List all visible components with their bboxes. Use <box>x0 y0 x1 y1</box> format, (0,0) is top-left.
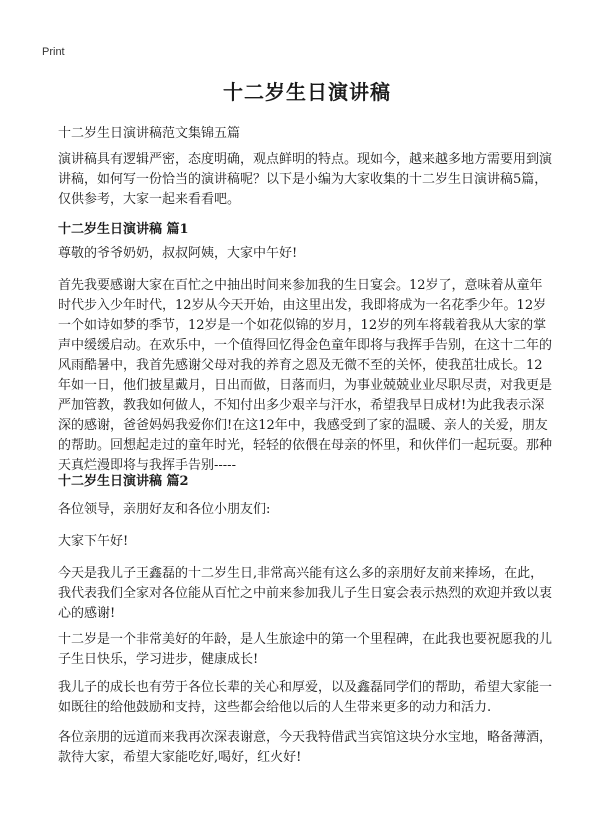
subtitle: 十二岁生日演讲稿范文集锦五篇 <box>58 126 241 141</box>
paragraph: 各位亲朋的远道而来我再次深表谢意，今天我特借武当宾馆这块分水宝地，略备薄酒，款待大家，希望大家能吃好,喝好，红火好! <box>58 730 553 765</box>
paragraph: 尊敬的爷爷奶奶，叔叔阿姨，大家中午好! <box>58 246 298 261</box>
print-link[interactable]: Print <box>42 46 65 58</box>
paragraph: 今天是我儿子王鑫磊的十二岁生日,非常高兴能有这么多的亲朋好友前来捧场，在此，我代表我们全家对各位能从百忙之中前来参加我儿子生日宴会表示热烈的欢迎并致以衷心的感谢! <box>58 566 553 621</box>
section-heading-2: 十二岁生日演讲稿 篇2 <box>58 474 189 489</box>
page-title: 十二岁生日演讲稿 <box>223 80 391 104</box>
paragraph: 各位领导，亲朋好友和各位小朋友们: <box>58 502 271 517</box>
paragraph: 首先我要感谢大家在百忙之中抽出时间来参加我的生日宴会。12岁了，意味着从童年时代步入少年时代，12岁从今天开始，由这里出发，我即将成为一名花季少年。12岁一个如诗如梦的季节，12岁是一个如花似锦的岁月，12岁的列车将载着我从大家的掌声中缓缓启动。在欢乐中，一个值得回忆得金色童年即将与我挥手告别，在这十二年的风雨酷暑中，我首先感谢父母对我的养育之恩及无微不至的关怀，使我茁壮成长。12年如一日，他们披星戴月，日出而做，日落而归，为事业兢兢业业尽职尽责，对我更是严加管教，教我如何做人，不知付出多少艰辛与汗水，希望我早日成材!为此我表示深深的感谢，爸爸妈妈我爱你们!在这12年中，我感受到了家的温暖、亲人的关爱，朋友的帮助。回想起走过的童年时光，轻轻的依偎在母亲的怀里，和伙伴们一起玩耍。那种天真烂漫即将与我挥手告别----- <box>58 278 553 473</box>
intro-paragraph: 演讲稿具有逻辑严密，态度明确，观点鲜明的特点。现如今，越来越多地方需要用到演讲稿，如何写一份恰当的演讲稿呢？以下是小编为大家收集的十二岁生日演讲稿5篇，仅供参考，大家一起来看看吧。 <box>58 152 553 207</box>
section-heading-1: 十二岁生日演讲稿 篇1 <box>58 222 189 237</box>
paragraph: 我儿子的成长也有劳于各位长辈的关心和厚爱，以及鑫磊同学们的帮助，希望大家能一如既往的给他鼓励和支持，这些都会给他以后的人生带来更多的动力和活力. <box>58 680 553 715</box>
paragraph: 十二岁是一个非常美好的年龄，是人生旅途中的第一个里程碑，在此我也要祝愿我的儿子生日快乐，学习进步，健康成长! <box>58 632 553 667</box>
paragraph: 大家下午好! <box>58 534 129 549</box>
